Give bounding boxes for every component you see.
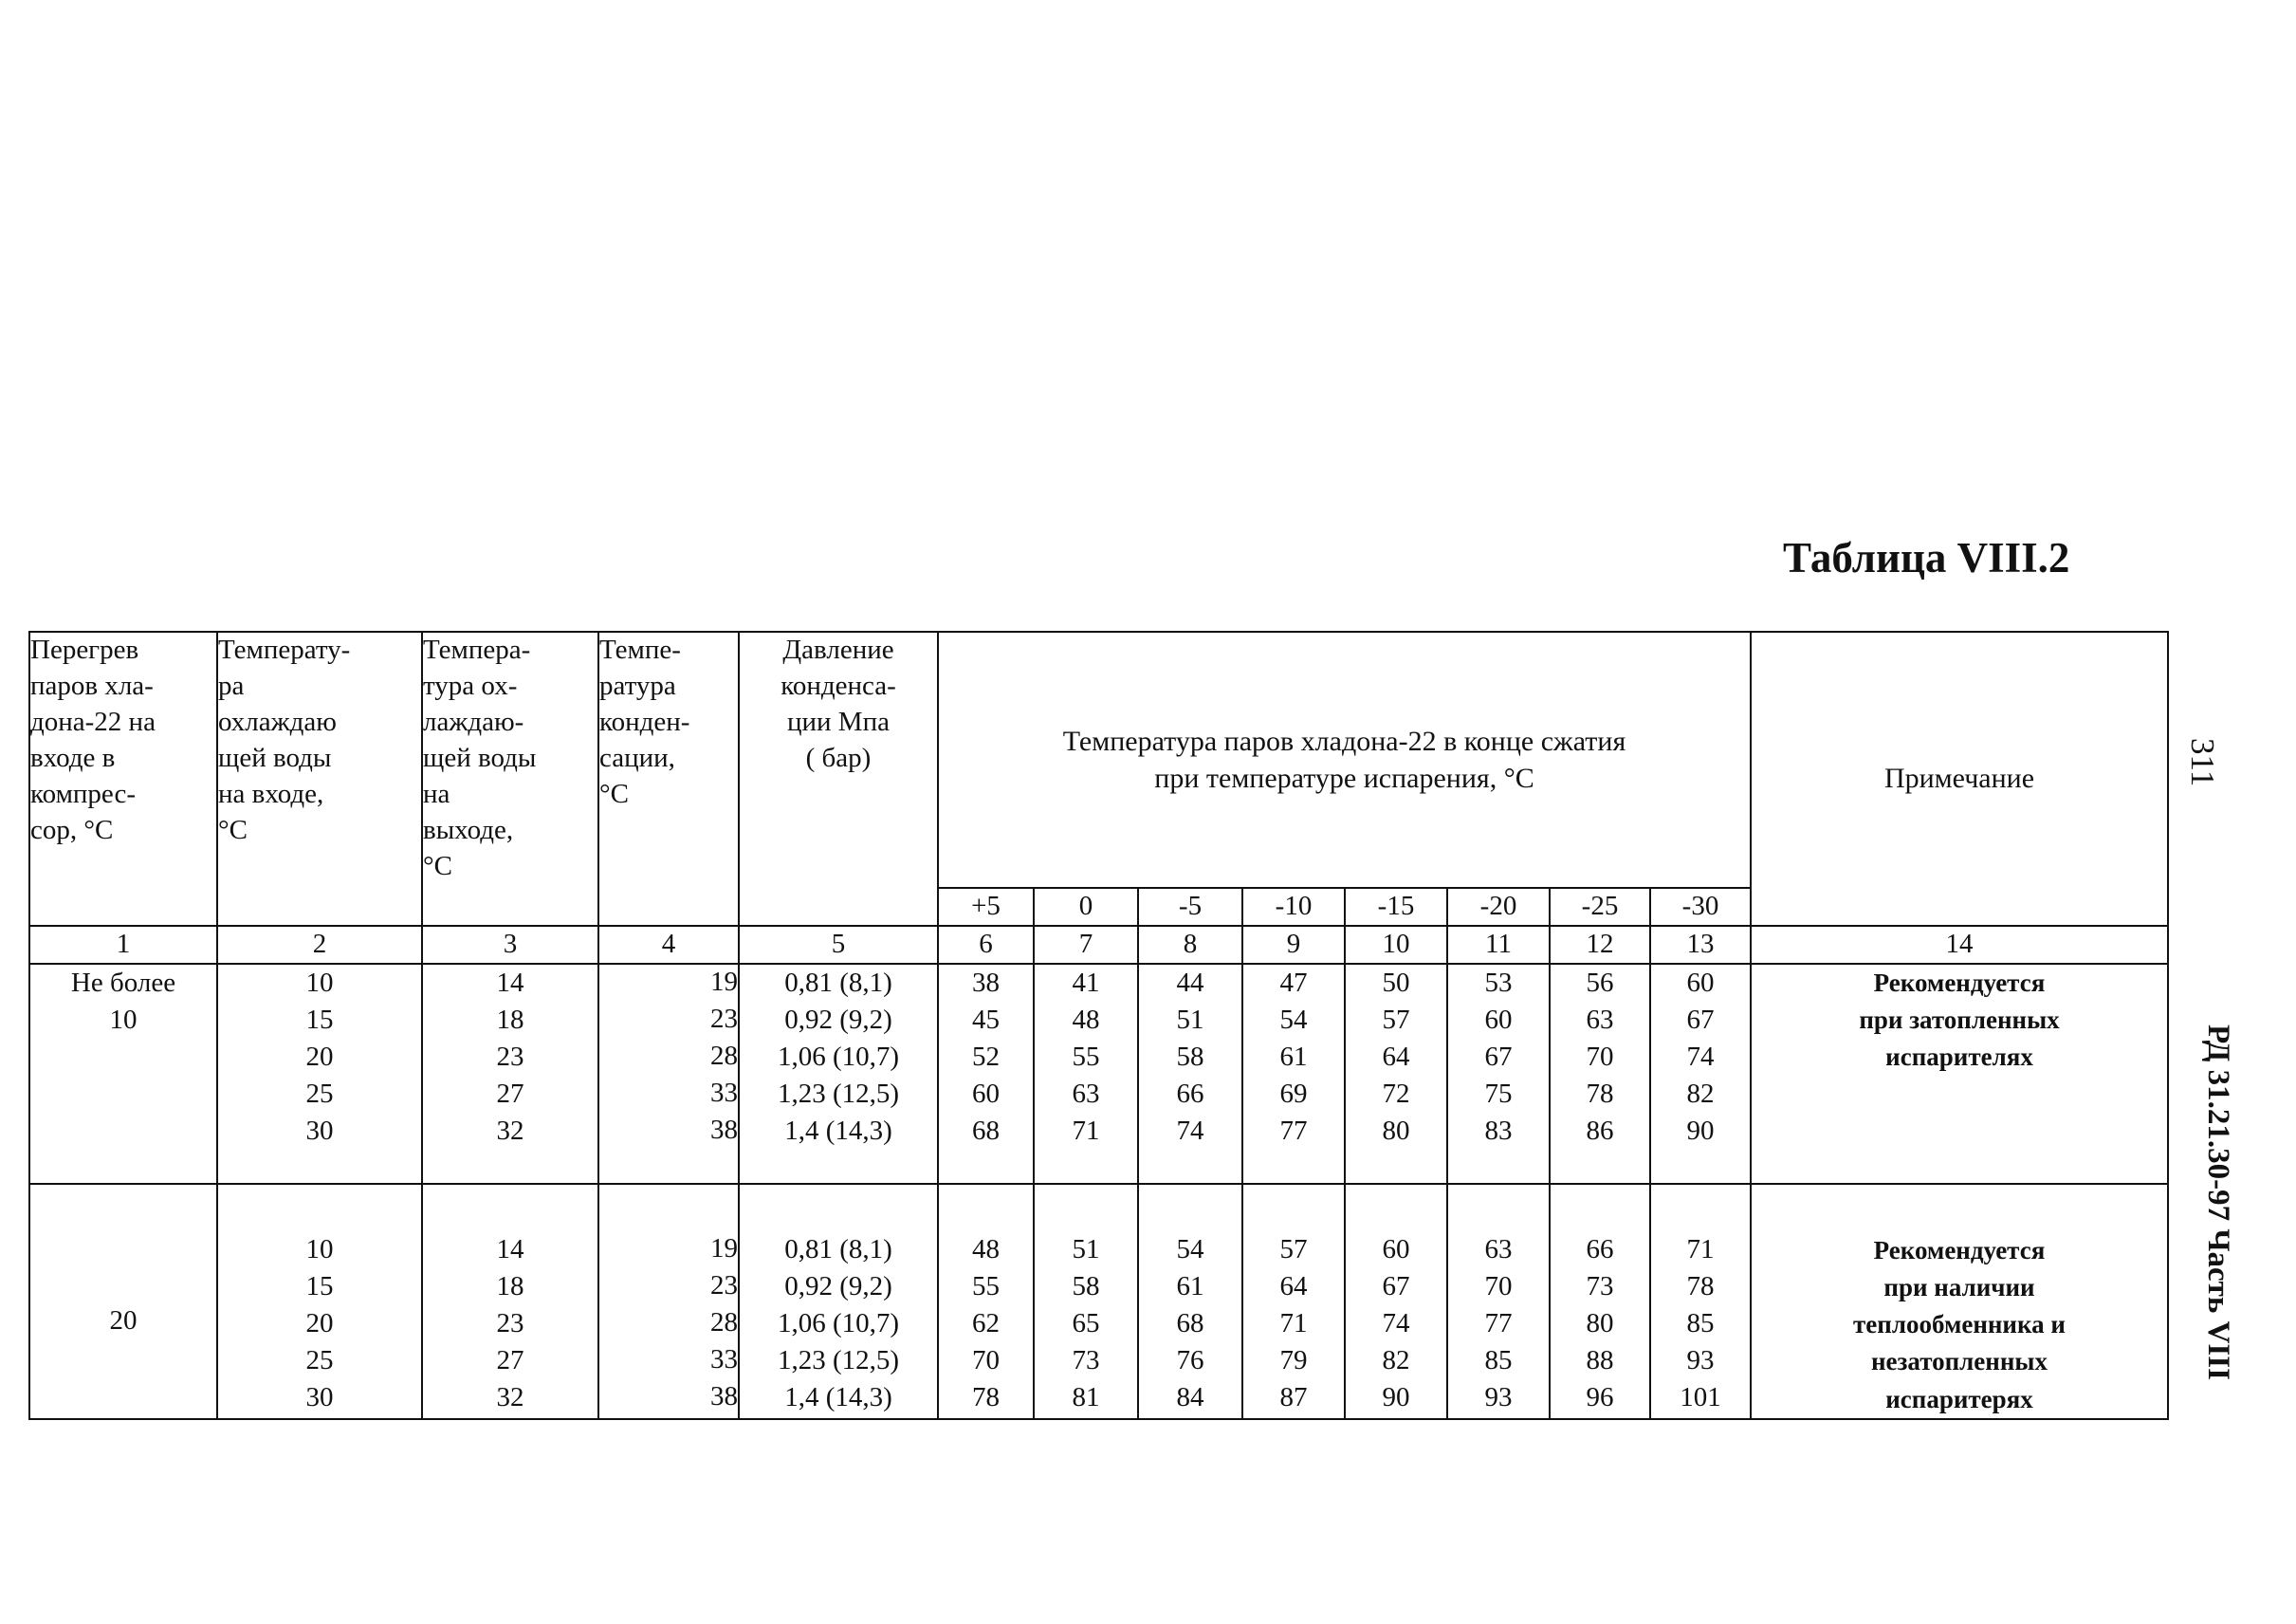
header-water-in-temp <box>217 632 422 926</box>
text-line: тура ох- <box>423 670 518 701</box>
column-numbers-row <box>29 926 2168 964</box>
table-cell: 15 <box>305 1270 334 1301</box>
evap-values-col <box>1138 1184 1242 1419</box>
table-cell: 19 <box>710 966 738 997</box>
data-group-row <box>29 1184 2168 1419</box>
table-cell: 82 <box>1382 1344 1410 1375</box>
evap-values-col <box>1550 1184 1650 1419</box>
table-cell: 18 <box>496 1004 524 1035</box>
table-cell: 77 <box>1484 1307 1513 1338</box>
table-cell: 51 <box>1176 1004 1204 1035</box>
table-cell: 73 <box>1072 1344 1100 1375</box>
text-line: Перегрев <box>30 635 139 665</box>
table-cell: 27 <box>496 1344 524 1375</box>
table-cell: 48 <box>1072 1004 1100 1035</box>
superheat-value <box>29 964 217 1184</box>
table-cell: 76 <box>1176 1344 1204 1375</box>
text-line: теплообменника и <box>1853 1310 2066 1339</box>
table-cell: 54 <box>1279 1004 1308 1035</box>
text-line: незатопленных <box>1871 1347 2048 1376</box>
evap-temp-header: -20 <box>1447 888 1550 926</box>
table-cell: 1,23 (12,5) <box>777 1078 900 1109</box>
table-cell: 0,92 (9,2) <box>784 1270 892 1301</box>
table-cell: 69 <box>1279 1078 1308 1109</box>
table-cell: 75 <box>1484 1078 1513 1109</box>
text-line: ратура <box>599 670 676 701</box>
evap-values-col <box>1550 964 1650 1184</box>
table-cell: 60 <box>972 1078 1000 1109</box>
table-cell: 96 <box>1586 1381 1614 1412</box>
column-number: 9 <box>1242 926 1345 964</box>
text-line: испаритерях <box>1885 1384 2033 1413</box>
table-cell: 58 <box>1072 1270 1100 1301</box>
table-cell: 30 <box>305 1115 334 1146</box>
table-cell: 44 <box>1176 967 1204 998</box>
table-cell: 30 <box>305 1381 334 1412</box>
table-cell: 90 <box>1686 1115 1715 1146</box>
table-cell: 61 <box>1176 1270 1204 1301</box>
table-cell: 70 <box>1586 1041 1614 1072</box>
text-line: Темпе- <box>599 635 681 665</box>
table-cell: 50 <box>1382 967 1410 998</box>
table-cell: 63 <box>1586 1004 1614 1035</box>
text-line: конден- <box>599 706 690 737</box>
table-cell: 74 <box>1686 1041 1715 1072</box>
table-cell: 63 <box>1072 1078 1100 1109</box>
table-cell: 101 <box>1680 1381 1721 1412</box>
text-line: Рекомендуется <box>1873 1235 2046 1264</box>
superheat-value <box>29 1184 217 1419</box>
table-cell: 20 <box>305 1041 334 1072</box>
column-number: 10 <box>1345 926 1447 964</box>
table-cell: 38 <box>972 967 1000 998</box>
table-cell: 38 <box>710 1380 738 1412</box>
note-cell <box>1751 1184 2168 1419</box>
table-cell: 68 <box>1176 1307 1204 1338</box>
table-cell: 28 <box>710 1306 738 1338</box>
condensation-temps <box>598 1184 739 1419</box>
header-water-out-temp <box>422 632 598 926</box>
table-cell: 23 <box>710 1003 738 1034</box>
table-cell: 60 <box>1382 1233 1410 1264</box>
text-line: выходе, <box>423 814 514 845</box>
table-cell: 87 <box>1279 1381 1308 1412</box>
text-line: входе в <box>30 742 116 773</box>
table-cell: 60 <box>1484 1004 1513 1035</box>
evap-values-col <box>1447 1184 1550 1419</box>
text-line: щей воды <box>218 742 332 773</box>
table-cell: 52 <box>972 1041 1000 1072</box>
table-cell: 1,06 (10,7) <box>777 1041 900 1072</box>
text-line: на входе, <box>218 778 324 809</box>
text-line: на <box>423 778 450 809</box>
note-cell <box>1751 964 2168 1184</box>
column-number: 6 <box>938 926 1034 964</box>
table-cell: 67 <box>1382 1270 1410 1301</box>
table-cell: 41 <box>1072 967 1100 998</box>
table-cell: 55 <box>972 1270 1000 1301</box>
table-cell: 78 <box>1586 1078 1614 1109</box>
evap-values-col <box>1242 1184 1345 1419</box>
table-cell: 66 <box>1176 1078 1204 1109</box>
table-cell: 15 <box>305 1004 334 1035</box>
text-line: лаждаю- <box>423 706 524 737</box>
table-cell: 0,81 (8,1) <box>784 967 892 998</box>
water-in-temps <box>217 1184 422 1419</box>
table-cell: 86 <box>1586 1115 1614 1146</box>
text-line: ра <box>218 670 245 701</box>
table-cell: 82 <box>1686 1078 1715 1109</box>
header-condensation-temp <box>598 632 739 926</box>
table-cell: 10 <box>305 967 334 998</box>
condensation-pressures <box>739 964 938 1184</box>
table-cell: 23 <box>496 1041 524 1072</box>
text-line: Темпера- <box>423 635 531 665</box>
table-cell: 0,92 (9,2) <box>784 1004 892 1035</box>
condensation-temps <box>598 964 739 1184</box>
table-cell: 14 <box>496 967 524 998</box>
table-cell: 57 <box>1279 1233 1308 1264</box>
evap-values-col <box>938 1184 1034 1419</box>
text-line: 20 <box>109 1304 138 1336</box>
evap-values-col <box>938 964 1034 1184</box>
table-cell: 62 <box>972 1307 1000 1338</box>
text-line: щей воды <box>423 742 537 773</box>
table-cell: 55 <box>1072 1041 1100 1072</box>
table-cell: 25 <box>305 1078 334 1109</box>
table-cell: 19 <box>710 1232 738 1264</box>
text-line: при затопленных <box>1859 1006 2060 1035</box>
header-condensation-pressure <box>739 632 938 926</box>
table-cell: 56 <box>1586 967 1614 998</box>
table-cell: 23 <box>496 1307 524 1338</box>
table-cell: 25 <box>305 1344 334 1375</box>
text-line: °С <box>218 814 248 845</box>
evap-temp-header: -25 <box>1550 888 1650 926</box>
table-cell: 1,4 (14,3) <box>784 1115 892 1146</box>
column-number: 2 <box>217 926 422 964</box>
table-cell: 81 <box>1072 1381 1100 1412</box>
page-number: 311 <box>2184 738 2221 787</box>
evap-values-col <box>1345 964 1447 1184</box>
text-line: 10 <box>109 1005 138 1036</box>
table-cell: 1,23 (12,5) <box>777 1344 900 1375</box>
table-cell: 58 <box>1176 1041 1204 1072</box>
table-cell: 23 <box>710 1269 738 1301</box>
table-cell: 64 <box>1382 1041 1410 1072</box>
text-line: паров хла- <box>30 670 154 701</box>
table-cell: 85 <box>1686 1307 1715 1338</box>
column-number: 5 <box>739 926 938 964</box>
text-line: ( бар) <box>805 742 872 773</box>
evap-temp-header: -30 <box>1650 888 1751 926</box>
table-cell: 0,81 (8,1) <box>784 1233 892 1264</box>
table-cell: 71 <box>1279 1307 1308 1338</box>
data-table <box>28 631 2169 1420</box>
table-cell: 67 <box>1484 1041 1513 1072</box>
table-cell: 74 <box>1382 1307 1410 1338</box>
evap-values-col <box>1034 964 1138 1184</box>
text-line: сации, <box>599 742 675 773</box>
table-cell: 65 <box>1072 1307 1100 1338</box>
water-out-temps <box>422 1184 598 1419</box>
text-line: ции Мпа <box>787 706 890 737</box>
text-line: дона-22 на <box>30 706 156 737</box>
table-cell: 84 <box>1176 1381 1204 1412</box>
evap-temp-header: -10 <box>1242 888 1345 926</box>
table-cell: 90 <box>1382 1381 1410 1412</box>
text-line: Температура паров хладона-22 в конце сжатия <box>1062 725 1626 757</box>
table-cell: 28 <box>710 1040 738 1071</box>
table-cell: 93 <box>1484 1381 1513 1412</box>
table-cell: 66 <box>1586 1233 1614 1264</box>
column-number: 12 <box>1550 926 1650 964</box>
table-cell: 71 <box>1072 1115 1100 1146</box>
table-cell: 73 <box>1586 1270 1614 1301</box>
text-line: сор, °С <box>30 814 114 845</box>
table-cell: 27 <box>496 1078 524 1109</box>
evap-values-col <box>1345 1184 1447 1419</box>
table-cell: 85 <box>1484 1344 1513 1375</box>
document-code: РД 31.21.30-97 Часть VIII <box>2201 1024 2235 1380</box>
evap-values-col <box>1650 1184 1751 1419</box>
evap-values-col <box>1034 1184 1138 1419</box>
data-group-row <box>29 964 2168 1184</box>
table-cell: 74 <box>1176 1115 1204 1146</box>
table-cell: 1,4 (14,3) <box>784 1381 892 1412</box>
column-number: 1 <box>29 926 217 964</box>
header-note: Примечание <box>1751 632 2168 926</box>
column-number: 3 <box>422 926 598 964</box>
table-cell: 33 <box>710 1077 738 1108</box>
table-cell: 1,06 (10,7) <box>777 1307 900 1338</box>
table-cell: 79 <box>1279 1344 1308 1375</box>
table-cell: 64 <box>1279 1270 1308 1301</box>
table-cell: 61 <box>1279 1041 1308 1072</box>
table-cell: 53 <box>1484 967 1513 998</box>
evap-temp-header: -5 <box>1138 888 1242 926</box>
text-line: Давление <box>782 635 894 665</box>
table-cell: 47 <box>1279 967 1308 998</box>
table-cell: 32 <box>496 1115 524 1146</box>
table-cell: 77 <box>1279 1115 1308 1146</box>
table-cell: 20 <box>305 1307 334 1338</box>
text-line: Температу- <box>218 635 351 665</box>
text-line: °С <box>599 778 629 809</box>
table-cell: 51 <box>1072 1233 1100 1264</box>
table-cell: 48 <box>972 1233 1000 1264</box>
table-cell: 88 <box>1586 1344 1614 1375</box>
column-number: 7 <box>1034 926 1138 964</box>
text-line: °С <box>423 850 452 881</box>
column-number: 11 <box>1447 926 1550 964</box>
column-number: 4 <box>598 926 739 964</box>
water-in-temps <box>217 964 422 1184</box>
table-title: Таблица VIII.2 <box>1783 534 2070 581</box>
evap-temp-header: -15 <box>1345 888 1447 926</box>
table-cell: 78 <box>972 1381 1000 1412</box>
header-row <box>29 632 2168 888</box>
evap-values-col <box>1650 964 1751 1184</box>
table-cell: 83 <box>1484 1115 1513 1146</box>
table-cell: 67 <box>1686 1004 1715 1035</box>
table-cell: 70 <box>972 1344 1000 1375</box>
column-number: 8 <box>1138 926 1242 964</box>
table-cell: 10 <box>305 1233 334 1264</box>
table-cell: 70 <box>1484 1270 1513 1301</box>
table-cell: 14 <box>496 1233 524 1264</box>
evap-temp-header: 0 <box>1034 888 1138 926</box>
condensation-pressures <box>739 1184 938 1419</box>
table-cell: 78 <box>1686 1270 1715 1301</box>
table-cell: 54 <box>1176 1233 1204 1264</box>
header-superheat <box>29 632 217 926</box>
column-number: 13 <box>1650 926 1751 964</box>
column-number: 14 <box>1751 926 2168 964</box>
water-out-temps <box>422 964 598 1184</box>
table-cell: 93 <box>1686 1344 1715 1375</box>
table-cell: 68 <box>972 1115 1000 1146</box>
table-cell: 71 <box>1686 1233 1715 1264</box>
text-line: при температуре испарения, °С <box>1154 763 1534 794</box>
header-evaporation-group <box>938 632 1751 888</box>
table-cell: 18 <box>496 1270 524 1301</box>
table-cell: 38 <box>710 1114 738 1145</box>
text-line: Не более <box>70 967 176 998</box>
text-line: испарителях <box>1885 1043 2033 1072</box>
table-cell: 60 <box>1686 967 1715 998</box>
table-cell: 80 <box>1382 1115 1410 1146</box>
table-cell: 63 <box>1484 1233 1513 1264</box>
table-cell: 57 <box>1382 1004 1410 1035</box>
evap-values-col <box>1447 964 1550 1184</box>
evap-temp-header: +5 <box>938 888 1034 926</box>
evap-values-col <box>1242 964 1345 1184</box>
text-line: Рекомендуется <box>1873 968 2046 997</box>
text-line: конденса- <box>781 670 896 701</box>
table-cell: 33 <box>710 1343 738 1375</box>
text-line: компрес- <box>30 778 137 809</box>
text-line: при наличии <box>1883 1273 2035 1302</box>
table-cell: 72 <box>1382 1078 1410 1109</box>
table-cell: 80 <box>1586 1307 1614 1338</box>
evap-values-col <box>1138 964 1242 1184</box>
text-line: охлаждаю <box>218 706 337 737</box>
table-cell: 45 <box>972 1004 1000 1035</box>
table-cell: 32 <box>496 1381 524 1412</box>
